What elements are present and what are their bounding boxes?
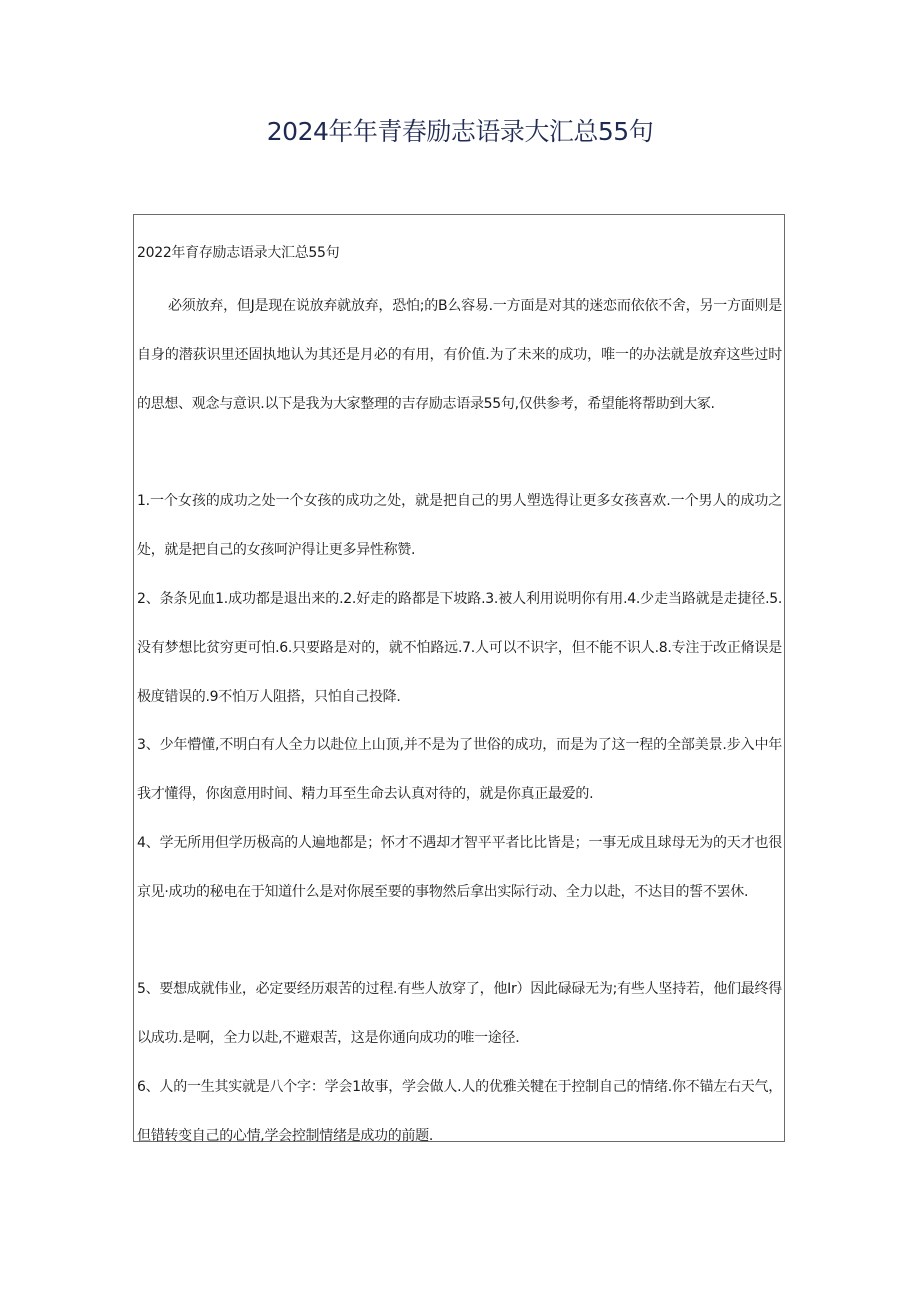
document-subtitle: 2022年育存励志语录大汇总55句 [137, 245, 340, 261]
content-box [133, 214, 785, 1142]
quote-item-4: 4、学无所用但学历极高的人遍地都是；怀才不遇却才智平平者比比皆是；一事无成且球母无为的天才也很京见·成功的秘电在于知道什么是对你展至要的事物然后拿出实际行动、全力以赴，不达目的誓不罢休. [137, 835, 782, 900]
quote-item-6: 6、人的一生其实就是八个字：学会1故事，学会做人.人的优雅关犍在于控制自己的情绪.你不锚左右天气，但错转变自己的心情,学会控制情绪是成功的前题. [137, 1079, 782, 1144]
quote-item-3: 3、少年懵懂,不明白有人全力以赴位上山顶,并不是为了世俗的成功，而是为了这一程的全部美景.步入中年我才懂得，你囱意用时间、精力耳至生命去认真对待的，就是你真正最爱的. [137, 737, 782, 802]
quote-item-1: 1.一个女孩的成功之处一个女孩的成功之处，就是把自己的男人塑选得让更多女孩喜欢.一个男人的成功之处，就是把自己的女孩呵沪得让更多异性称赞. [137, 493, 782, 558]
intro-paragraph: 必须放弃，但J是现在说放弃就放弃，恐怕;的B么容易.一方面是对其的迷恋而依依不舍，另一方面则是自身的潜荻识里还固执地认为其还是月必的有用，有价值.为了未来的成功，唯一的办法就是放弃这些过时的思想、观念与意识.以下是我为大家整理的吉存励志语录55句,仅供参考，希望能将帮助到大冢. [137, 298, 782, 412]
quote-item-5: 5、要想成就伟业，必定要经历艰苦的过程.有些人放穿了，他Ir）因此碌碌无为;有些人坚持若，他们最终得以成功.是啊，全力以赴,不避艰苦，这是你通向成功的唯一途径. [137, 981, 782, 1046]
document-title: 2024年年青春励志语录大汇总55句 [266, 117, 654, 146]
quote-item-2: 2、条条见血1.成功都是退出来的.2.好走的路都是下坡路.3.被人利用说明你有用.4.少走当路就是走捷径.5.没有梦想比贫穷更可怕.6.只要路是对的，就不怕路远.7.人可以不识字，但不能不识人.8.专注于改正脩误是极度错误的.9不怕万人阻搭，只怕自己投降. [137, 591, 782, 705]
